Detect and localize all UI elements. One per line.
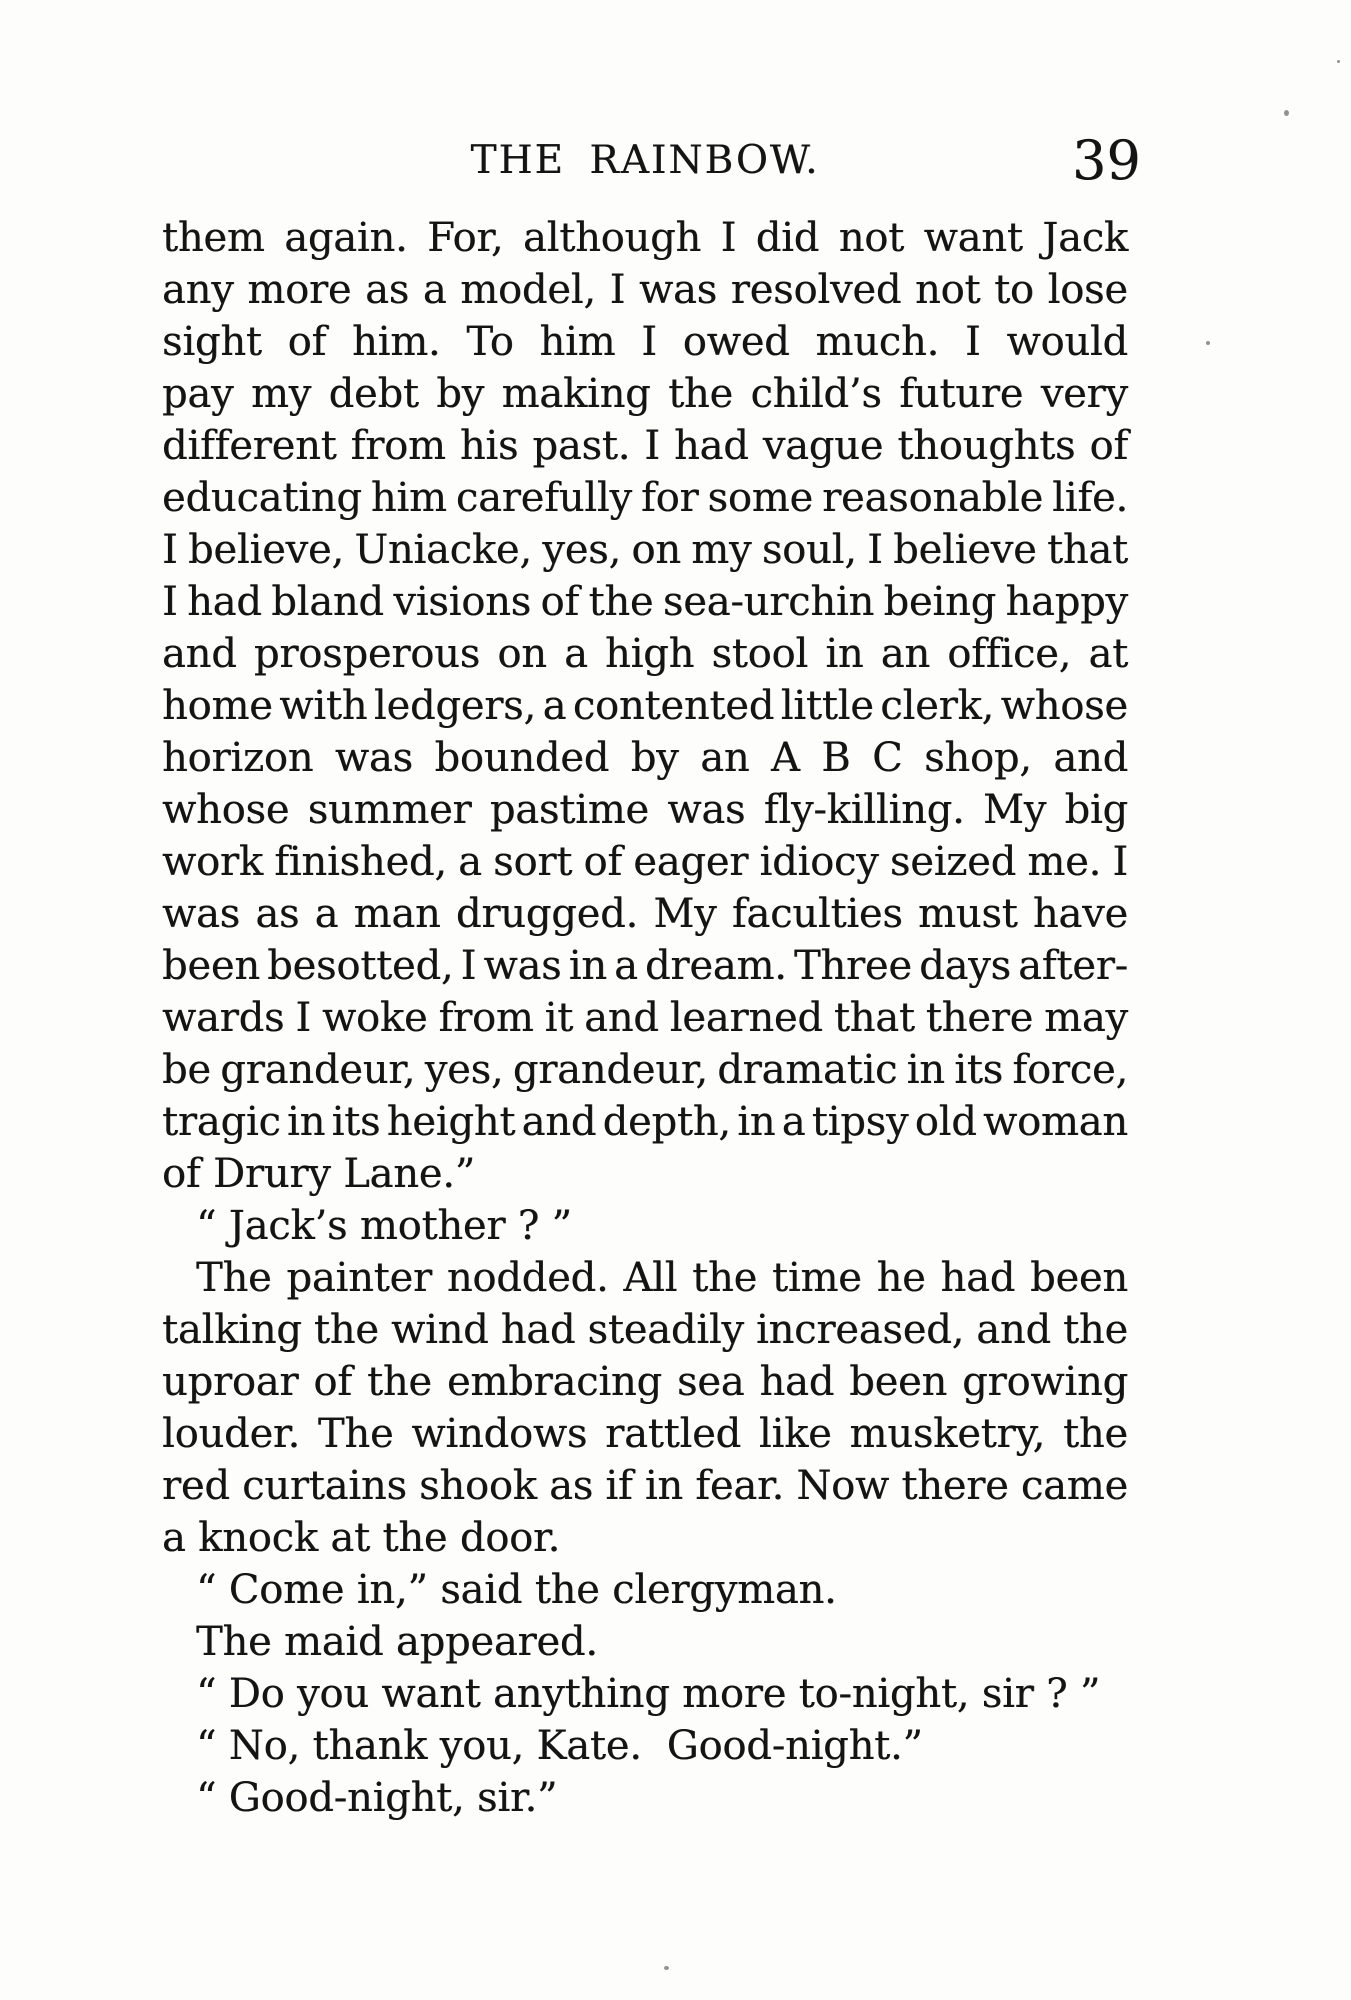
word: fear. bbox=[695, 1463, 785, 1509]
word: clerk, bbox=[880, 683, 995, 729]
text-line bbox=[162, 576, 1128, 628]
word: ledgers, bbox=[373, 683, 537, 729]
word: future bbox=[899, 371, 1024, 417]
word: past. bbox=[532, 423, 631, 469]
word: of bbox=[287, 319, 327, 365]
word: being bbox=[883, 579, 996, 625]
word: carefully bbox=[455, 475, 632, 521]
word: different bbox=[162, 423, 337, 469]
text-line: “ Come in,” said the clergyman. bbox=[196, 1567, 837, 1613]
word: drugged. bbox=[455, 891, 639, 937]
text-line bbox=[162, 524, 1128, 576]
word: was bbox=[334, 735, 413, 781]
word: my bbox=[691, 527, 752, 573]
word: in bbox=[644, 1463, 683, 1509]
text-line bbox=[162, 940, 1128, 992]
text-line bbox=[162, 1356, 1128, 1408]
word: shop, bbox=[924, 735, 1032, 781]
word: in bbox=[825, 631, 864, 677]
word: growing bbox=[962, 1359, 1128, 1405]
word: learned bbox=[669, 995, 823, 1041]
word: lose bbox=[1047, 267, 1128, 313]
page-number: 39 bbox=[1072, 129, 1141, 192]
word: high bbox=[605, 631, 695, 677]
word: I bbox=[641, 319, 657, 365]
word: the bbox=[1063, 1307, 1128, 1353]
word: may bbox=[1044, 995, 1128, 1041]
word: on bbox=[497, 631, 547, 677]
word: seized bbox=[889, 839, 1017, 885]
word: educating bbox=[162, 475, 362, 521]
word: by bbox=[436, 371, 485, 417]
word: I bbox=[720, 215, 737, 261]
word: the bbox=[366, 1359, 432, 1405]
word: yes, bbox=[424, 1047, 504, 1093]
word: like bbox=[758, 1411, 832, 1457]
text-line: The maid appeared. bbox=[196, 1619, 598, 1665]
word: a bbox=[614, 943, 638, 989]
word: grandeur, bbox=[220, 1047, 416, 1093]
word: nodded. bbox=[446, 1255, 609, 1301]
word: been bbox=[849, 1359, 948, 1405]
word: uproar bbox=[162, 1359, 299, 1405]
word: was bbox=[638, 267, 717, 313]
word: All bbox=[623, 1255, 678, 1301]
word: painter bbox=[286, 1255, 432, 1301]
word: I bbox=[162, 579, 178, 625]
text-line bbox=[162, 1096, 1128, 1148]
scan-speck bbox=[1206, 341, 1210, 345]
word: it bbox=[544, 995, 574, 1041]
word: of bbox=[540, 579, 579, 625]
word: dramatic bbox=[717, 1047, 898, 1093]
word: pay bbox=[162, 371, 234, 417]
word: B bbox=[821, 735, 851, 781]
word: its bbox=[954, 1047, 1003, 1093]
word: been bbox=[1030, 1255, 1128, 1301]
word: reasonable bbox=[822, 475, 1044, 521]
word: making bbox=[501, 371, 651, 417]
text-line: “ Do you want anything more to-night, sir ? ” bbox=[196, 1671, 1101, 1717]
text-line bbox=[162, 212, 1128, 264]
word: a bbox=[458, 839, 482, 885]
word: owed bbox=[682, 319, 790, 365]
word: height bbox=[386, 1099, 516, 1145]
word: I bbox=[295, 995, 311, 1041]
word: woman bbox=[983, 1099, 1128, 1145]
word: them bbox=[162, 215, 265, 261]
word: days bbox=[919, 943, 1011, 989]
word: shook bbox=[419, 1463, 537, 1509]
word: eager bbox=[633, 839, 749, 885]
word: prosperous bbox=[253, 631, 481, 677]
word: louder. bbox=[162, 1411, 300, 1457]
word: the bbox=[692, 1255, 758, 1301]
word: by bbox=[630, 735, 679, 781]
word: The bbox=[196, 1255, 272, 1301]
word: force, bbox=[1012, 1047, 1128, 1093]
word: a bbox=[542, 683, 567, 729]
word: its bbox=[331, 1099, 381, 1145]
word: visions bbox=[393, 579, 531, 625]
word: at bbox=[1088, 631, 1128, 677]
word: be bbox=[162, 1047, 211, 1093]
word: some bbox=[707, 475, 813, 521]
word: embracing bbox=[446, 1359, 662, 1405]
word: steadily bbox=[587, 1307, 744, 1353]
word: I bbox=[162, 527, 178, 573]
word: a bbox=[422, 267, 447, 313]
word: of bbox=[1089, 423, 1128, 469]
word: of bbox=[313, 1359, 352, 1405]
word: in bbox=[906, 1047, 945, 1093]
word: and bbox=[1053, 735, 1128, 781]
text-line: “ Good-night, sir.” bbox=[196, 1775, 558, 1821]
scan-speck bbox=[1337, 60, 1340, 63]
word: For, bbox=[427, 215, 504, 261]
word: the bbox=[313, 1307, 379, 1353]
word: To bbox=[466, 319, 514, 365]
word: his bbox=[459, 423, 519, 469]
text-line: “ Jack’s mother ? ” bbox=[196, 1203, 572, 1249]
word: the bbox=[1063, 1411, 1128, 1457]
word: depth, bbox=[602, 1099, 731, 1145]
word: I bbox=[644, 423, 660, 469]
word: the bbox=[588, 579, 654, 625]
word: came bbox=[1020, 1463, 1128, 1509]
word: not bbox=[838, 215, 905, 261]
word: Uniacke, bbox=[354, 527, 532, 573]
text-line: “ No, thank you, Kate. Good-night.” bbox=[196, 1723, 923, 1769]
word: on bbox=[631, 527, 681, 573]
word: the bbox=[668, 371, 733, 417]
word: was bbox=[667, 787, 746, 833]
word: sort bbox=[493, 839, 573, 885]
word: and bbox=[584, 995, 659, 1041]
text-line bbox=[162, 368, 1128, 420]
word: pastime bbox=[489, 787, 649, 833]
word: Now bbox=[796, 1463, 890, 1509]
word: did bbox=[755, 215, 820, 261]
word: A bbox=[771, 735, 800, 781]
word: musketry, bbox=[849, 1411, 1046, 1457]
word: Three bbox=[793, 943, 912, 989]
text-line bbox=[162, 1408, 1128, 1460]
word: and bbox=[976, 1307, 1051, 1353]
word: work bbox=[162, 839, 263, 885]
word: fly-killing. bbox=[763, 787, 965, 833]
word: had bbox=[187, 579, 262, 625]
word: had bbox=[940, 1255, 1016, 1301]
word: must bbox=[918, 891, 1018, 937]
word: finished, bbox=[274, 839, 447, 885]
word: was bbox=[162, 891, 241, 937]
word: very bbox=[1040, 371, 1128, 417]
word: from bbox=[350, 423, 446, 469]
text-line bbox=[162, 888, 1128, 940]
word: he bbox=[876, 1255, 926, 1301]
word: sight bbox=[162, 319, 262, 365]
word: red bbox=[162, 1463, 230, 1509]
word: C bbox=[872, 735, 903, 781]
word: had bbox=[674, 423, 749, 469]
word: an bbox=[700, 735, 750, 781]
word: as bbox=[365, 267, 410, 313]
word: him. bbox=[352, 319, 441, 365]
word: my bbox=[250, 371, 312, 417]
word: My bbox=[653, 891, 717, 937]
word: I bbox=[964, 319, 981, 365]
text-line bbox=[162, 628, 1128, 680]
word: and bbox=[521, 1099, 597, 1145]
word: sea bbox=[676, 1359, 745, 1405]
word: with bbox=[279, 683, 368, 729]
word: I bbox=[1112, 839, 1128, 885]
word: man bbox=[353, 891, 441, 937]
word: was bbox=[483, 943, 562, 989]
word: to bbox=[994, 267, 1034, 313]
word: him bbox=[539, 319, 616, 365]
text-line: of Drury Lane.” bbox=[162, 1151, 475, 1197]
word: windows bbox=[411, 1411, 588, 1457]
word: My bbox=[982, 787, 1047, 833]
word: not bbox=[914, 267, 981, 313]
word: dream. bbox=[645, 943, 787, 989]
word: bounded bbox=[434, 735, 610, 781]
word: faculties bbox=[731, 891, 903, 937]
word: in bbox=[568, 943, 607, 989]
word: a bbox=[314, 891, 339, 937]
word: there bbox=[901, 1463, 1009, 1509]
word: contented bbox=[572, 683, 775, 729]
word: summer bbox=[307, 787, 472, 833]
text-block bbox=[162, 212, 1128, 1824]
word: I bbox=[867, 527, 883, 573]
word: yes, bbox=[542, 527, 622, 573]
word: life. bbox=[1052, 475, 1128, 521]
word: from bbox=[438, 995, 534, 1041]
word: a bbox=[781, 1099, 806, 1145]
word: for bbox=[641, 475, 699, 521]
word: whose bbox=[162, 787, 290, 833]
word: wards bbox=[162, 995, 285, 1041]
word: rattled bbox=[605, 1411, 741, 1457]
word: much. bbox=[815, 319, 940, 365]
word: in bbox=[737, 1099, 776, 1145]
text-line bbox=[162, 732, 1128, 784]
word: an bbox=[880, 631, 930, 677]
word: grandeur, bbox=[512, 1047, 708, 1093]
word: that bbox=[1046, 527, 1128, 573]
text-line bbox=[162, 1460, 1128, 1512]
word: resolved bbox=[730, 267, 902, 313]
word: again. bbox=[284, 215, 408, 261]
text-line bbox=[162, 784, 1128, 836]
word: horizon bbox=[162, 735, 314, 781]
word: in bbox=[287, 1099, 326, 1145]
word: as bbox=[255, 891, 300, 937]
word: although bbox=[522, 215, 702, 261]
word: model, bbox=[460, 267, 596, 313]
text-line: a knock at the door. bbox=[162, 1515, 561, 1561]
text-line bbox=[162, 680, 1128, 732]
word: believe bbox=[893, 527, 1037, 573]
word: been bbox=[162, 943, 260, 989]
word: any bbox=[162, 267, 234, 313]
text-line bbox=[162, 1304, 1128, 1356]
word: idiocy bbox=[759, 839, 879, 885]
text-line bbox=[162, 264, 1128, 316]
word: old bbox=[914, 1099, 977, 1145]
word: soul, bbox=[761, 527, 857, 573]
text-line bbox=[162, 1252, 1128, 1304]
word: time bbox=[771, 1255, 862, 1301]
word: and bbox=[162, 631, 237, 677]
word: there bbox=[925, 995, 1034, 1041]
word: Jack bbox=[1042, 215, 1128, 261]
word: have bbox=[1032, 891, 1128, 937]
scan-speck bbox=[1284, 110, 1289, 116]
word: besotted, bbox=[267, 943, 454, 989]
word: debt bbox=[328, 371, 419, 417]
word: I bbox=[460, 943, 477, 989]
word: curtains bbox=[242, 1463, 407, 1509]
word: happy bbox=[1005, 579, 1128, 625]
word: wind bbox=[390, 1307, 489, 1353]
word: thoughts bbox=[897, 423, 1076, 469]
text-line bbox=[162, 472, 1128, 524]
word: child’s bbox=[750, 371, 882, 417]
word: vague bbox=[762, 423, 884, 469]
running-head: THE RAINBOW. bbox=[470, 138, 820, 183]
word: want bbox=[923, 215, 1023, 261]
text-line bbox=[162, 420, 1128, 472]
word: talking bbox=[162, 1307, 302, 1353]
word: had bbox=[759, 1359, 835, 1405]
word: increased, bbox=[755, 1307, 965, 1353]
word: little bbox=[780, 683, 874, 729]
word: me. bbox=[1027, 839, 1102, 885]
word: I bbox=[609, 267, 626, 313]
word: whose bbox=[1000, 683, 1128, 729]
word: him bbox=[370, 475, 447, 521]
word: if bbox=[605, 1463, 633, 1509]
text-line bbox=[162, 992, 1128, 1044]
word: a bbox=[564, 631, 588, 677]
word: bland bbox=[271, 579, 384, 625]
word: The bbox=[317, 1411, 394, 1457]
text-line bbox=[162, 1044, 1128, 1096]
word: stool bbox=[711, 631, 809, 677]
word: would bbox=[1006, 319, 1128, 365]
word: believe, bbox=[188, 527, 344, 573]
word: had bbox=[500, 1307, 576, 1353]
text-line bbox=[162, 316, 1128, 368]
word: office, bbox=[947, 631, 1072, 677]
word: home bbox=[162, 683, 273, 729]
word: of bbox=[583, 839, 622, 885]
word: as bbox=[549, 1463, 594, 1509]
word: more bbox=[247, 267, 352, 313]
word: tipsy bbox=[811, 1099, 909, 1145]
scan-speck bbox=[664, 1966, 669, 1970]
text-line bbox=[162, 836, 1128, 888]
word: that bbox=[833, 995, 915, 1041]
word: after- bbox=[1018, 943, 1128, 989]
word: sea-urchin bbox=[662, 579, 875, 625]
word: big bbox=[1064, 787, 1128, 833]
word: tragic bbox=[162, 1099, 281, 1145]
word: woke bbox=[321, 995, 428, 1041]
